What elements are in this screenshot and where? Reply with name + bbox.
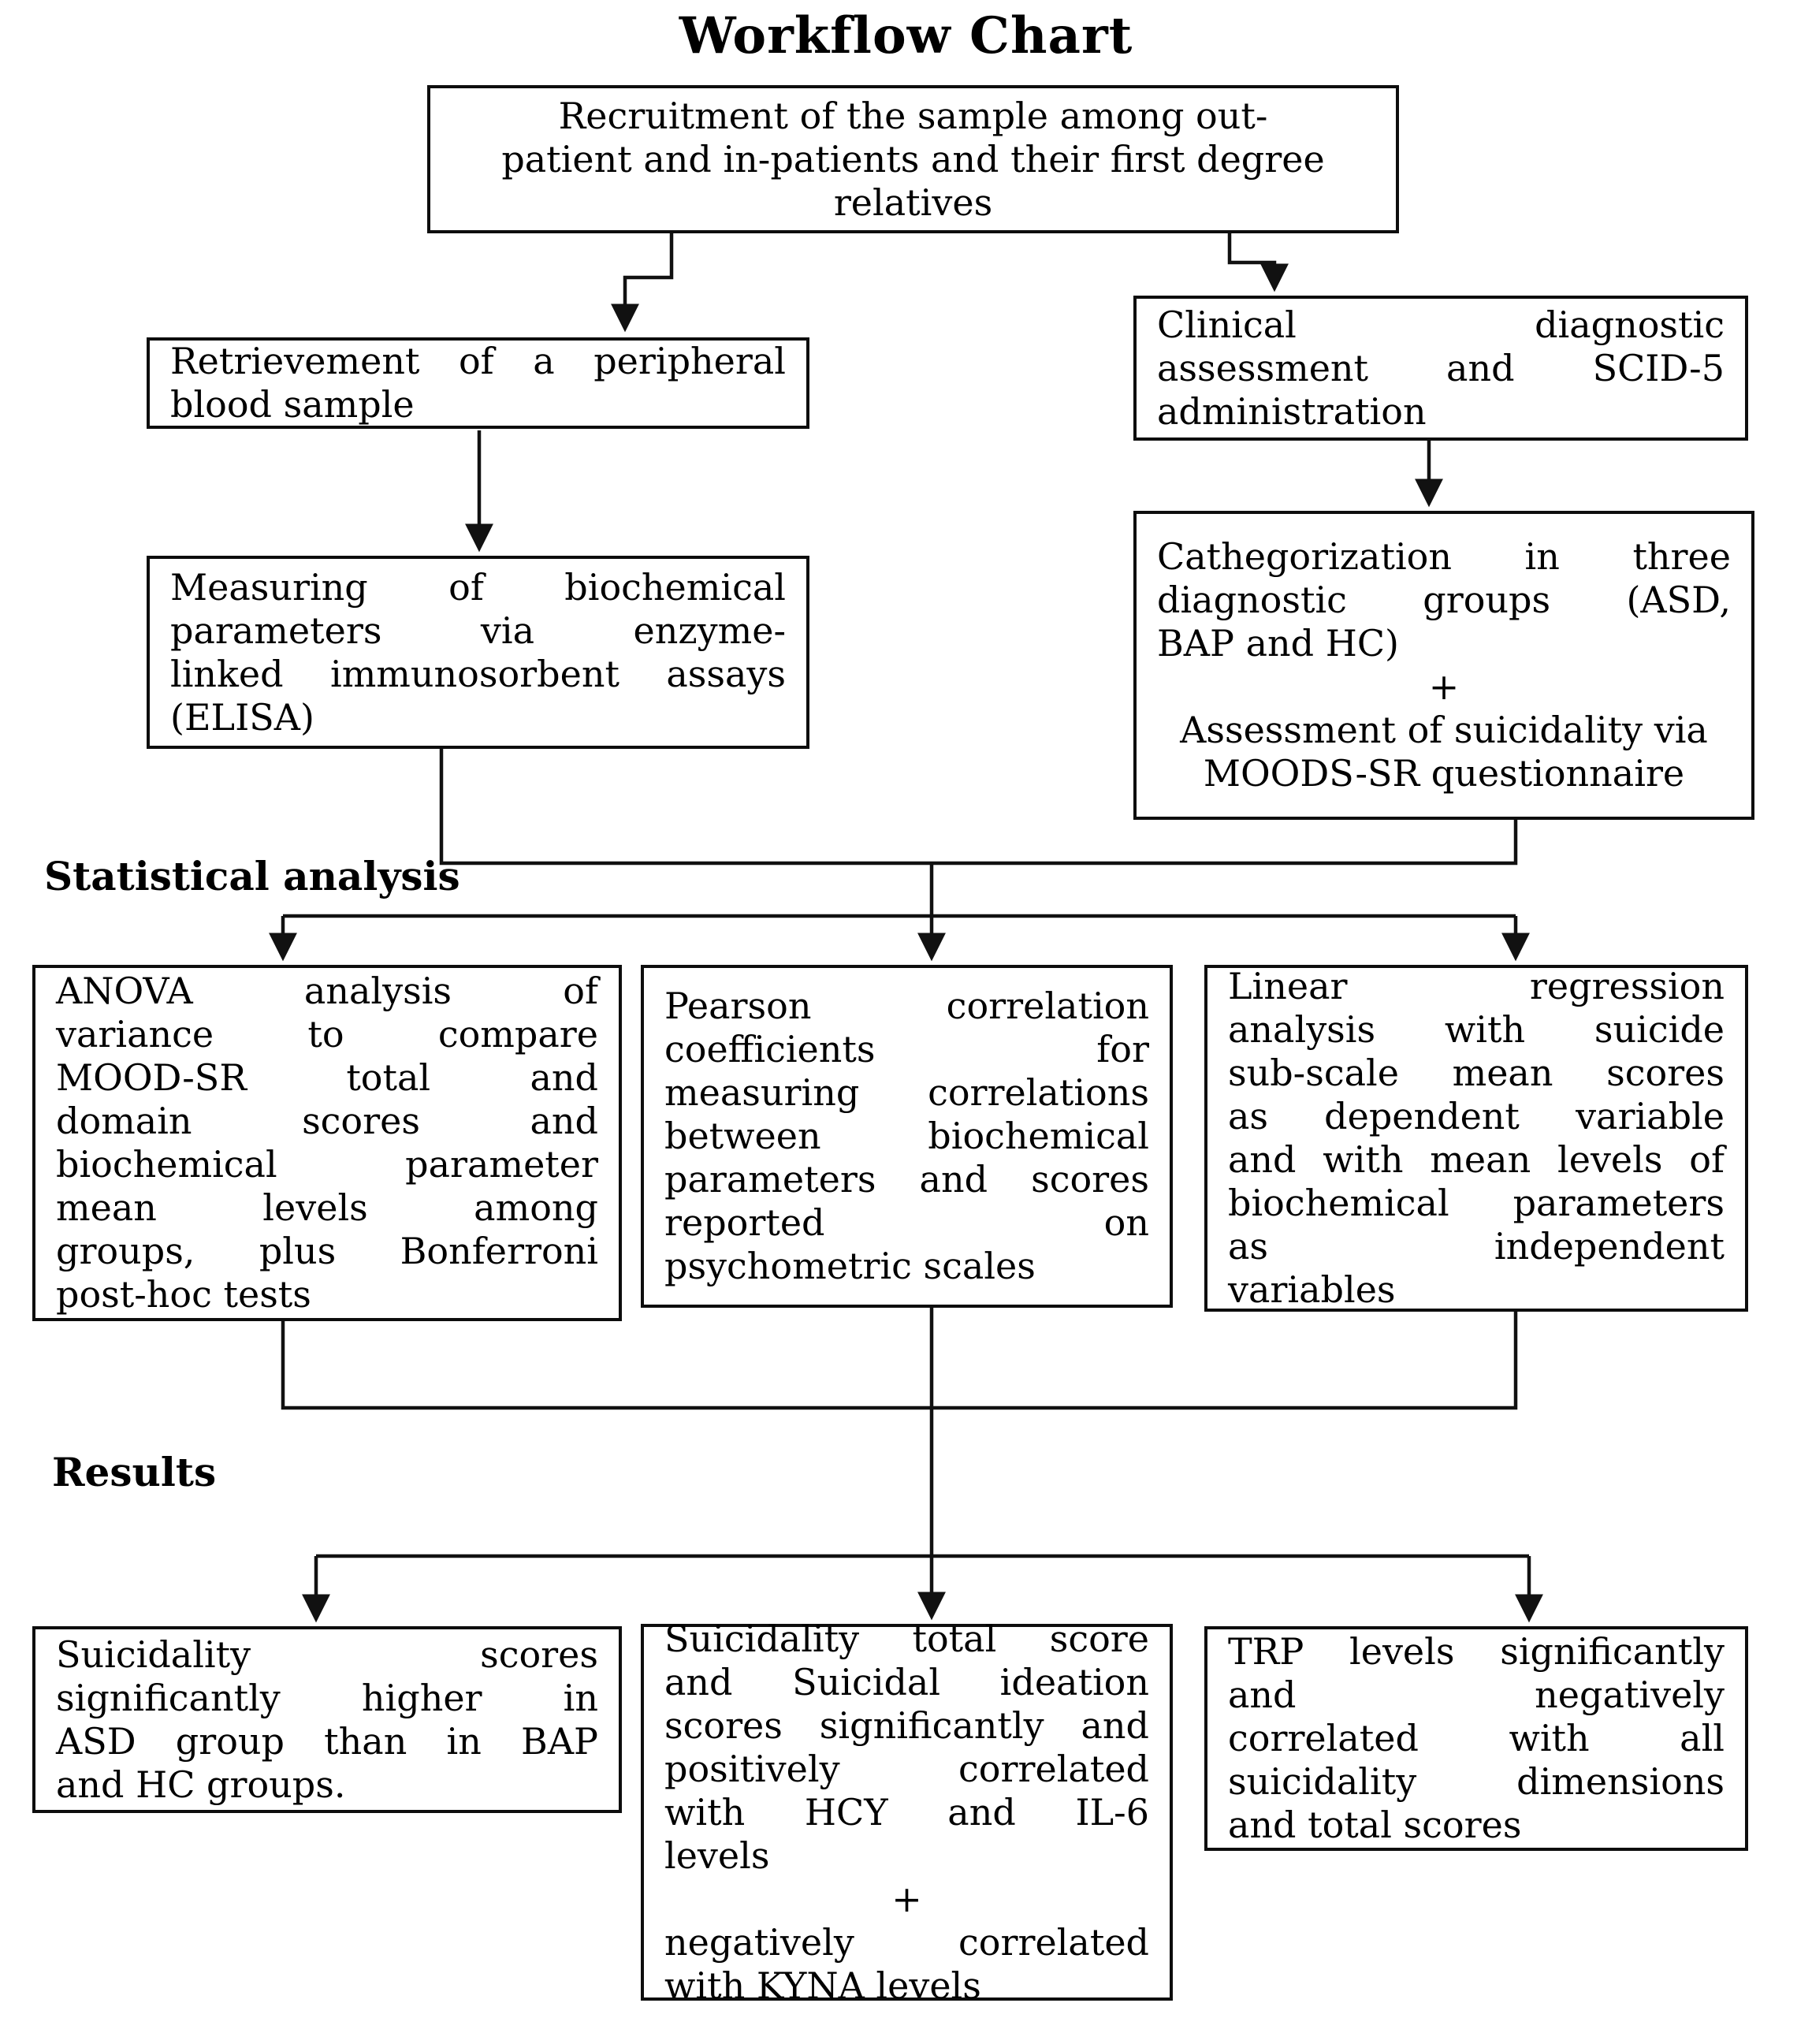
node-measuring-elisa [147, 556, 809, 749]
node-retrievement-text: Retrievement of a peripheral blood sample [170, 340, 786, 426]
node-pearson-correlation [641, 965, 1173, 1308]
node-result-suicidality-scores [32, 1626, 622, 1813]
connector-recruitment-to-retrievement [625, 233, 672, 328]
node-anova-analysis-text: ANOVA analysis of variance to compare MOOD-SR total and domain scores and biochemical parameter mean levels among groups, plus Bonferroni post-hoc tests [56, 970, 598, 1316]
node-categorization [1133, 511, 1754, 820]
node-categorization-part1: Cathegorization in three diagnostic groups (ASD, BAP and HC) [1157, 535, 1731, 665]
node-result-suicidality-total [641, 1617, 1173, 2007]
node-recruitment [427, 85, 1399, 233]
node-linear-regression-text: Linear regression analysis with suicide sub-scale mean scores as dependent variable and with mean levels of biochemical parameters as independent variables [1228, 965, 1725, 1311]
section-label-results: Results [52, 1449, 217, 1495]
node-measuring-elisa-text: Measuring of biochemical parameters via enzyme- linked immunosorbent assays (ELISA) [170, 565, 786, 739]
node-result-trp-levels [1204, 1626, 1748, 1851]
merge-line-results [283, 1312, 1516, 1408]
node-linear-regression [1204, 965, 1748, 1312]
node-result-suicidality-total-part2: negatively correlated with KYNA levels [664, 1920, 1149, 2007]
node-recruitment-text: Recruitment of the sample among out- patient and in-patients and their first degree relatives [501, 94, 1325, 224]
node-pearson-correlation-text: Pearson correlation coefficients for measuring correlations between biochemical parameters and scores reported on psychometric scales [664, 985, 1149, 1287]
connector-recruitment-to-clinical [1230, 233, 1274, 288]
node-categorization-part2: Assessment of suicidality via MOODS-SR questionnaire [1180, 709, 1708, 795]
node-clinical-assessment-text: Clinical diagnostic assessment and SCID-5 administration [1157, 303, 1725, 433]
node-clinical-assessment [1133, 296, 1748, 441]
node-result-trp-levels-text: TRP levels significantly and negatively correlated with all suicidality dimensions and total scores [1228, 1630, 1725, 1846]
node-anova-analysis [32, 965, 622, 1321]
node-retrievement [147, 337, 809, 429]
node-result-suicidality-total-part1: Suicidality total score and Suicidal ideation scores significantly and positively correlated with HCY and IL-6 levels [664, 1617, 1149, 1877]
node-result-suicidality-scores-text: Suicidality scores significantly higher in ASD group than in BAP and HC groups. [56, 1633, 598, 1806]
section-label-statistical-analysis: Statistical analysis [44, 853, 460, 899]
node-categorization-plus: + [1428, 665, 1460, 708]
node-result-suicidality-total-plus: + [891, 1877, 922, 1920]
page-title: Workflow Chart [679, 6, 1133, 65]
